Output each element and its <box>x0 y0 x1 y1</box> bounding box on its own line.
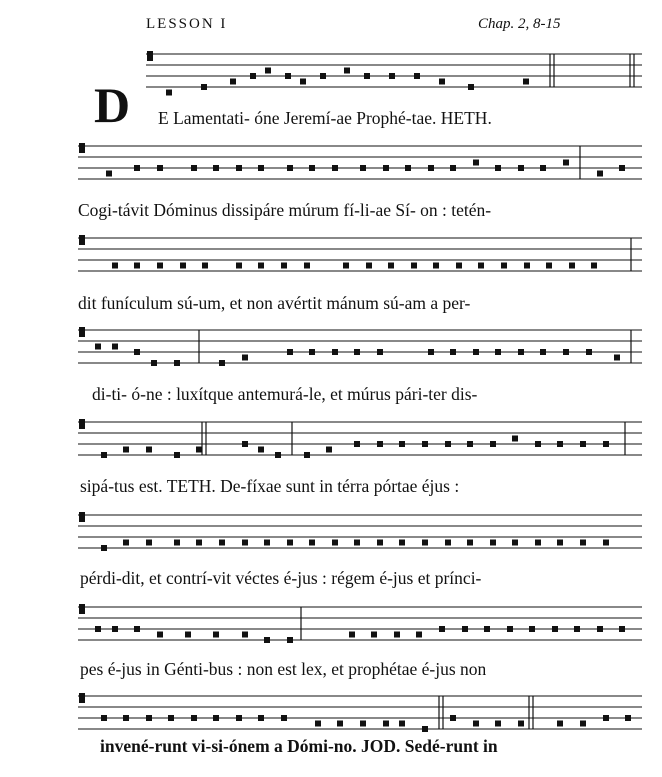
chant-staff-6 <box>78 503 642 555</box>
neume-note <box>512 540 518 546</box>
neume-note <box>377 540 383 546</box>
neume-note <box>574 626 580 632</box>
neume-note <box>304 452 310 458</box>
neume-note <box>309 349 315 355</box>
neume-note <box>157 263 163 269</box>
neume-note <box>456 263 462 269</box>
neume-note <box>563 349 569 355</box>
neume-note <box>332 540 338 546</box>
neume-note <box>332 165 338 171</box>
neume-note <box>157 165 163 171</box>
neume-note <box>473 721 479 727</box>
neume-note <box>495 349 501 355</box>
neume-note <box>315 721 321 727</box>
neume-note <box>445 441 451 447</box>
neume-note <box>586 349 592 355</box>
neume-note <box>450 165 456 171</box>
neume-note <box>337 721 343 727</box>
neume-note <box>563 160 569 166</box>
chant-staff-1 <box>146 42 642 94</box>
chant-staff-4 <box>78 318 642 370</box>
neume-note <box>134 626 140 632</box>
neume-note <box>166 90 172 96</box>
drop-cap-initial: D <box>94 77 131 133</box>
neume-note <box>468 84 474 90</box>
neume-note <box>242 540 248 546</box>
neume-note <box>450 349 456 355</box>
neume-note <box>258 447 264 453</box>
neume-note <box>507 626 513 632</box>
neume-note <box>399 540 405 546</box>
neume-note <box>405 165 411 171</box>
do-clef-icon <box>79 512 85 522</box>
neume-note <box>285 73 291 79</box>
neume-note <box>236 165 242 171</box>
neume-note <box>354 540 360 546</box>
neume-note <box>462 626 468 632</box>
neume-note <box>603 540 609 546</box>
neume-note <box>343 263 349 269</box>
neume-note <box>332 349 338 355</box>
neume-note <box>309 165 315 171</box>
neume-note <box>414 73 420 79</box>
neume-note <box>146 540 152 546</box>
neume-note <box>309 540 315 546</box>
chant-staff-8 <box>78 684 642 736</box>
neume-note <box>518 349 524 355</box>
neume-note <box>394 632 400 638</box>
neume-note <box>242 632 248 638</box>
neume-note <box>366 263 372 269</box>
neume-note <box>134 349 140 355</box>
do-clef-icon <box>79 419 85 429</box>
do-clef-icon <box>147 51 153 61</box>
neume-note <box>157 632 163 638</box>
neume-note <box>95 626 101 632</box>
neume-note <box>196 540 202 546</box>
neume-note <box>281 715 287 721</box>
do-clef-icon <box>79 327 85 337</box>
neume-note <box>360 721 366 727</box>
neume-note <box>518 721 524 727</box>
neume-note <box>439 626 445 632</box>
neume-note <box>580 540 586 546</box>
neume-note <box>196 447 202 453</box>
chapter-reference: Chap. 2, 8-15 <box>478 16 561 32</box>
chant-staff-5 <box>78 410 642 462</box>
chant-staff-7 <box>78 595 642 647</box>
neume-note <box>603 441 609 447</box>
neume-note <box>546 263 552 269</box>
neume-note <box>619 165 625 171</box>
neume-note <box>201 84 207 90</box>
neume-note <box>146 447 152 453</box>
neume-note <box>478 263 484 269</box>
neume-note <box>495 721 501 727</box>
neume-note <box>535 540 541 546</box>
do-clef-icon <box>79 143 85 153</box>
neume-note <box>326 447 332 453</box>
neume-note <box>529 626 535 632</box>
neume-note <box>287 540 293 546</box>
neume-note <box>422 540 428 546</box>
neume-note <box>304 263 310 269</box>
neume-note <box>557 441 563 447</box>
neume-note <box>399 441 405 447</box>
neume-note <box>287 637 293 643</box>
neume-note <box>433 263 439 269</box>
neume-note <box>219 540 225 546</box>
lyric-line-2: Cogi-távit Dóminus dissipáre múrum fí-li-ae Sí- on : tetén- <box>78 200 492 220</box>
neume-note <box>591 263 597 269</box>
neume-note <box>320 73 326 79</box>
neume-note <box>202 263 208 269</box>
neume-note <box>174 452 180 458</box>
neume-note <box>123 540 129 546</box>
neume-note <box>523 79 529 85</box>
neume-note <box>174 540 180 546</box>
neume-note <box>258 715 264 721</box>
neume-note <box>134 165 140 171</box>
neume-note <box>106 171 112 177</box>
neume-note <box>213 632 219 638</box>
neume-note <box>557 540 563 546</box>
neume-note <box>399 721 405 727</box>
neume-note <box>383 165 389 171</box>
lyric-line-4: di-ti- ó-ne : luxítque antemurá-le, et múrus pári-ter dis- <box>92 384 478 404</box>
do-clef-icon <box>79 235 85 245</box>
lyric-line-6: pérdi-dit, et contrí-vit véctes é-jus : régem é-jus et prínci- <box>80 568 482 588</box>
neume-note <box>383 721 389 727</box>
neume-note <box>112 626 118 632</box>
neume-note <box>422 726 428 732</box>
neume-note <box>495 165 501 171</box>
neume-note <box>250 73 256 79</box>
neume-note <box>230 79 236 85</box>
neume-note <box>174 360 180 366</box>
neume-note <box>112 344 118 350</box>
neume-note <box>490 540 496 546</box>
neume-note <box>490 441 496 447</box>
neume-note <box>603 715 609 721</box>
chant-staff-2 <box>78 134 642 186</box>
neume-note <box>467 441 473 447</box>
neume-note <box>524 263 530 269</box>
neume-note <box>101 545 107 551</box>
neume-note <box>95 344 101 350</box>
neume-note <box>580 441 586 447</box>
neume-note <box>388 263 394 269</box>
neume-note <box>123 715 129 721</box>
neume-note <box>258 263 264 269</box>
neume-note <box>258 165 264 171</box>
lyric-line-1: E Lamentati- óne Jeremí-ae Prophé-tae. HETH. <box>158 108 492 128</box>
do-clef-icon <box>79 693 85 703</box>
neume-note <box>354 441 360 447</box>
neume-note <box>101 715 107 721</box>
neume-note <box>411 263 417 269</box>
chant-staff-3 <box>78 226 642 278</box>
lyric-line-3: dit funículum sú-um, et non avértit mánum sú-am a per- <box>78 293 471 313</box>
neume-note <box>300 79 306 85</box>
neume-note <box>101 452 107 458</box>
neume-note <box>364 73 370 79</box>
neume-note <box>354 349 360 355</box>
neume-note <box>597 626 603 632</box>
neume-note <box>146 715 152 721</box>
neume-note <box>265 68 271 74</box>
neume-note <box>264 540 270 546</box>
neume-note <box>569 263 575 269</box>
neume-note <box>597 171 603 177</box>
neume-note <box>428 349 434 355</box>
neume-note <box>552 626 558 632</box>
neume-note <box>484 626 490 632</box>
neume-note <box>236 715 242 721</box>
neume-note <box>473 349 479 355</box>
page-header <box>0 16 662 38</box>
neume-note <box>535 441 541 447</box>
neume-note <box>344 68 350 74</box>
neume-note <box>180 263 186 269</box>
neume-note <box>450 715 456 721</box>
neume-note <box>619 626 625 632</box>
neume-note <box>134 263 140 269</box>
neume-note <box>213 165 219 171</box>
neume-note <box>123 447 129 453</box>
neume-note <box>501 263 507 269</box>
neume-note <box>371 632 377 638</box>
neume-note <box>191 165 197 171</box>
lyric-line-5: sipá-tus est. TETH. De-fíxae sunt in térra pórtae éjus : <box>80 476 460 496</box>
neume-note <box>389 73 395 79</box>
neume-note <box>191 715 197 721</box>
neume-note <box>540 349 546 355</box>
lyric-line-8: invené-runt vi-si-ónem a Dómi-no. JOD. Sedé-runt in <box>100 736 498 756</box>
neume-note <box>151 360 157 366</box>
neume-note <box>242 441 248 447</box>
neume-note <box>377 349 383 355</box>
neume-note <box>625 715 631 721</box>
lesson-title: LESSON I <box>146 16 228 32</box>
neume-note <box>275 452 281 458</box>
neume-note <box>264 637 270 643</box>
neume-note <box>168 715 174 721</box>
neume-note <box>428 165 434 171</box>
neume-note <box>185 632 191 638</box>
neume-note <box>445 540 451 546</box>
neume-note <box>416 632 422 638</box>
neume-note <box>422 441 428 447</box>
neume-note <box>360 165 366 171</box>
neume-note <box>557 721 563 727</box>
neume-note <box>512 436 518 442</box>
neume-note <box>236 263 242 269</box>
neume-note <box>213 715 219 721</box>
neume-note <box>473 160 479 166</box>
neume-note <box>580 721 586 727</box>
neume-note <box>540 165 546 171</box>
neume-note <box>614 355 620 361</box>
neume-note <box>287 349 293 355</box>
neume-note <box>281 263 287 269</box>
neume-note <box>377 441 383 447</box>
neume-note <box>287 165 293 171</box>
do-clef-icon <box>79 604 85 614</box>
neume-note <box>219 360 225 366</box>
neume-note <box>349 632 355 638</box>
neume-note <box>112 263 118 269</box>
neume-note <box>467 540 473 546</box>
neume-note <box>242 355 248 361</box>
neume-note <box>518 165 524 171</box>
neume-note <box>439 79 445 85</box>
lyric-line-7: pes é-jus in Génti-bus : non est lex, et prophétae é-jus non <box>80 659 487 679</box>
